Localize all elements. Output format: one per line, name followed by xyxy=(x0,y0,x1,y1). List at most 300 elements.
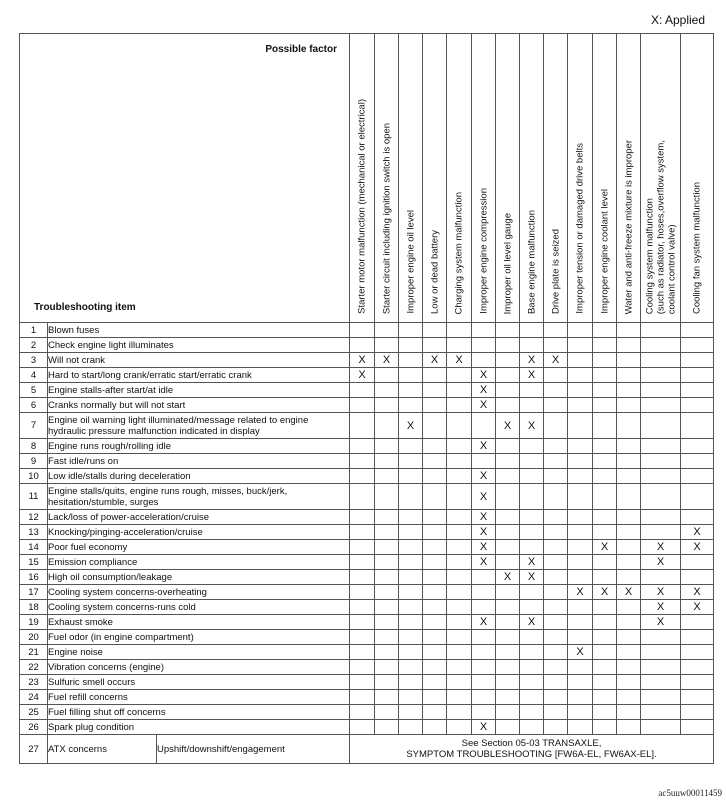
factor-label xyxy=(454,192,465,315)
applied-cell xyxy=(472,585,496,600)
applied-cell xyxy=(544,353,568,368)
row-number: 13 xyxy=(20,525,48,540)
troubleshooting-item xyxy=(48,469,350,484)
applied-cell xyxy=(350,454,375,469)
applied-cell xyxy=(568,413,593,439)
applied-cell xyxy=(496,540,520,555)
applied-mark: X xyxy=(693,526,701,538)
applied-cell xyxy=(399,585,423,600)
applied-cell xyxy=(447,555,472,570)
applied-cell xyxy=(520,439,544,454)
item-text-line: Lack/loss of power-acceleration/cruise xyxy=(48,511,210,523)
applied-cell xyxy=(472,600,496,615)
row-number: 9 xyxy=(20,454,48,469)
table-row xyxy=(20,645,714,660)
applied-cell xyxy=(617,398,641,413)
table-row xyxy=(20,368,714,383)
applied-cell xyxy=(472,675,496,690)
applied-cell xyxy=(641,705,681,720)
troubleshooting-item xyxy=(48,454,350,469)
applied-cell xyxy=(568,570,593,585)
row-number: 1 xyxy=(20,323,48,338)
item-text-line: Emission compliance xyxy=(48,556,138,568)
applied-cell xyxy=(375,660,399,675)
item-text-line: Cooling system concerns-overheating xyxy=(48,586,207,598)
table-row xyxy=(20,383,714,398)
applied-cell xyxy=(520,338,544,353)
applied-mark: X xyxy=(430,354,439,366)
table-row xyxy=(20,675,714,690)
applied-cell xyxy=(496,383,520,398)
applied-cell xyxy=(681,323,714,338)
factor-label-line: (such as radiator, hoses,overflow system, xyxy=(655,139,667,314)
troubleshooting-item xyxy=(48,570,350,585)
applied-cell xyxy=(641,353,681,368)
table-row xyxy=(20,510,714,525)
applied-cell xyxy=(593,585,617,600)
item-text-line: Engine stalls-after start/at idle xyxy=(48,384,174,396)
applied-cell xyxy=(681,570,714,585)
applied-cell xyxy=(472,454,496,469)
applied-cell xyxy=(593,383,617,398)
applied-cell xyxy=(375,353,399,368)
applied-cell xyxy=(568,600,593,615)
applied-cell xyxy=(544,645,568,660)
reference-line: See Section 05-03 TRANSAXLE, xyxy=(461,738,602,749)
applied-mark: X xyxy=(479,399,488,411)
applied-cell xyxy=(472,510,496,525)
applied-cell xyxy=(681,540,714,555)
applied-mark: X xyxy=(693,601,701,613)
applied-cell xyxy=(681,484,714,510)
applied-cell xyxy=(593,570,617,585)
applied-cell xyxy=(399,690,423,705)
applied-cell xyxy=(544,570,568,585)
factor-label-line: Base engine malfunction xyxy=(526,209,538,314)
row-number: 8 xyxy=(20,439,48,454)
applied-mark: X xyxy=(624,586,633,598)
applied-cell xyxy=(617,383,641,398)
applied-cell xyxy=(447,454,472,469)
applied-cell xyxy=(350,675,375,690)
applied-cell xyxy=(568,353,593,368)
applied-cell xyxy=(681,600,714,615)
applied-cell xyxy=(496,398,520,413)
applied-cell xyxy=(544,630,568,645)
applied-cell xyxy=(520,660,544,675)
applied-cell xyxy=(617,323,641,338)
applied-cell xyxy=(617,585,641,600)
applied-mark: X xyxy=(600,541,609,553)
applied-cell xyxy=(544,675,568,690)
row-number: 12 xyxy=(20,510,48,525)
applied-cell xyxy=(350,615,375,630)
header-corner xyxy=(20,34,350,323)
applied-cell xyxy=(447,585,472,600)
applied-cell xyxy=(423,368,447,383)
table-row xyxy=(20,413,714,439)
applied-cell xyxy=(447,413,472,439)
applied-cell xyxy=(472,525,496,540)
row-number: 7 xyxy=(20,413,48,439)
applied-cell xyxy=(593,338,617,353)
applied-cell xyxy=(520,540,544,555)
item-text-line: Sulfuric smell occurs xyxy=(48,676,136,688)
applied-cell xyxy=(681,630,714,645)
applied-cell xyxy=(544,585,568,600)
applied-cell xyxy=(399,600,423,615)
applied-mark: X xyxy=(479,490,488,503)
factor-header xyxy=(375,34,399,323)
applied-cell xyxy=(568,469,593,484)
applied-cell xyxy=(447,600,472,615)
table-row xyxy=(20,600,714,615)
item-text-line: High oil consumption/leakage xyxy=(48,571,173,583)
applied-cell xyxy=(350,439,375,454)
applied-cell xyxy=(520,525,544,540)
item-text-line: Engine runs rough/rolling idle xyxy=(48,440,172,452)
applied-cell xyxy=(520,323,544,338)
applied-cell xyxy=(641,540,681,555)
applied-cell xyxy=(593,660,617,675)
applied-cell xyxy=(593,555,617,570)
applied-cell xyxy=(520,510,544,525)
applied-cell xyxy=(447,484,472,510)
applied-cell xyxy=(447,615,472,630)
applied-cell xyxy=(472,570,496,585)
applied-cell xyxy=(593,675,617,690)
applied-cell xyxy=(681,705,714,720)
table-row xyxy=(20,454,714,469)
row-number: 18 xyxy=(20,600,48,615)
applied-cell xyxy=(681,510,714,525)
applied-cell xyxy=(399,705,423,720)
applied-mark: X xyxy=(479,440,488,452)
factor-label-line: Improper engine coolant level xyxy=(599,189,611,314)
applied-cell xyxy=(447,570,472,585)
applied-cell xyxy=(350,525,375,540)
troubleshooting-item xyxy=(48,525,350,540)
applied-cell xyxy=(568,368,593,383)
applied-cell xyxy=(496,720,520,735)
applied-cell xyxy=(350,570,375,585)
applied-cell xyxy=(375,469,399,484)
applied-cell xyxy=(496,323,520,338)
applied-cell xyxy=(520,585,544,600)
troubleshooting-item xyxy=(48,630,350,645)
troubleshooting-item xyxy=(48,338,350,353)
applied-cell xyxy=(520,413,544,439)
applied-cell xyxy=(641,570,681,585)
applied-cell xyxy=(520,469,544,484)
applied-cell xyxy=(496,660,520,675)
applied-cell xyxy=(447,720,472,735)
applied-mark: X xyxy=(527,556,536,568)
applied-cell xyxy=(568,660,593,675)
factor-label-line: Improper engine compression xyxy=(478,188,490,314)
applied-cell xyxy=(472,690,496,705)
item-text-line: Exhaust smoke xyxy=(48,616,113,628)
applied-cell xyxy=(399,383,423,398)
applied-cell xyxy=(641,720,681,735)
troubleshooting-item xyxy=(48,484,350,510)
applied-cell xyxy=(399,469,423,484)
table-row xyxy=(20,469,714,484)
item-text-line: Knocking/pinging-acceleration/cruise xyxy=(48,526,203,538)
factor-label xyxy=(357,99,368,314)
applied-cell xyxy=(496,555,520,570)
troubleshooting-item xyxy=(48,720,350,735)
factor-label xyxy=(502,213,513,314)
applied-mark: X xyxy=(479,556,488,568)
factor-label xyxy=(405,210,416,314)
factor-label-line: Cooling system malfunction xyxy=(644,197,656,314)
document-code: ac5uuw00011459 xyxy=(658,788,722,798)
applied-cell xyxy=(350,645,375,660)
applied-cell xyxy=(375,540,399,555)
applied-cell xyxy=(544,555,568,570)
applied-cell xyxy=(350,690,375,705)
factor-label-line: Starter motor malfunction (mechanical or electrical) xyxy=(356,99,368,314)
applied-mark: X xyxy=(656,616,665,628)
applied-cell xyxy=(447,660,472,675)
applied-cell xyxy=(447,383,472,398)
applied-cell xyxy=(399,353,423,368)
applied-cell xyxy=(350,469,375,484)
factor-label-line: Cooling fan system malfunction xyxy=(691,181,703,314)
applied-mark: X xyxy=(358,354,366,366)
table-row xyxy=(20,615,714,630)
factor-label xyxy=(644,140,677,314)
applied-cell xyxy=(544,398,568,413)
applied-cell xyxy=(447,323,472,338)
applied-cell xyxy=(375,585,399,600)
applied-cell xyxy=(423,720,447,735)
applied-cell xyxy=(617,525,641,540)
applied-cell xyxy=(617,600,641,615)
applied-mark: X xyxy=(600,586,609,598)
item-text-line: Poor fuel economy xyxy=(48,541,128,553)
applied-cell xyxy=(641,525,681,540)
applied-mark: X xyxy=(479,541,488,553)
factor-label-line: Drive plate is seized xyxy=(550,228,562,314)
applied-cell xyxy=(681,383,714,398)
factor-label-line: Improper tension or damaged drive belts xyxy=(574,143,586,314)
applied-cell xyxy=(496,675,520,690)
applied-cell xyxy=(472,720,496,735)
applied-cell xyxy=(375,383,399,398)
row-number: 11 xyxy=(20,484,48,510)
applied-mark: X xyxy=(479,470,488,482)
factor-label-line: Low or dead battery xyxy=(429,230,441,314)
table-row xyxy=(20,660,714,675)
applied-cell xyxy=(568,338,593,353)
applied-cell xyxy=(423,555,447,570)
applied-cell xyxy=(375,484,399,510)
applied-cell xyxy=(544,383,568,398)
applied-cell xyxy=(472,353,496,368)
applied-cell xyxy=(399,454,423,469)
applied-cell xyxy=(641,600,681,615)
applied-cell xyxy=(617,439,641,454)
factor-header xyxy=(472,34,496,323)
factor-label xyxy=(550,229,561,314)
applied-cell xyxy=(568,645,593,660)
table-row xyxy=(20,338,714,353)
applied-cell xyxy=(544,660,568,675)
applied-cell xyxy=(447,645,472,660)
applied-cell xyxy=(472,368,496,383)
troubleshooting-item xyxy=(48,585,350,600)
applied-mark: X xyxy=(479,721,488,733)
troubleshooting-item xyxy=(48,690,350,705)
applied-cell xyxy=(472,630,496,645)
applied-mark: X xyxy=(656,556,665,568)
applied-cell xyxy=(681,525,714,540)
applied-cell xyxy=(520,720,544,735)
applied-cell xyxy=(423,615,447,630)
row-number: 24 xyxy=(20,690,48,705)
applied-cell xyxy=(350,323,375,338)
table-row xyxy=(20,484,714,510)
table-row xyxy=(20,398,714,413)
applied-cell xyxy=(399,630,423,645)
applied-cell xyxy=(568,323,593,338)
applied-cell xyxy=(617,630,641,645)
applied-cell xyxy=(496,690,520,705)
applied-cell xyxy=(544,525,568,540)
applied-cell xyxy=(568,615,593,630)
applied-cell xyxy=(472,645,496,660)
applied-cell xyxy=(641,398,681,413)
applied-mark: X xyxy=(382,354,391,366)
applied-cell xyxy=(447,690,472,705)
applied-cell xyxy=(681,398,714,413)
applied-cell xyxy=(617,353,641,368)
applied-cell xyxy=(520,398,544,413)
applied-cell xyxy=(681,454,714,469)
factor-header xyxy=(423,34,447,323)
applied-cell xyxy=(593,630,617,645)
troubleshooting-item xyxy=(48,413,350,439)
applied-cell xyxy=(593,690,617,705)
row-number: 23 xyxy=(20,675,48,690)
factor-header xyxy=(617,34,641,323)
applied-cell xyxy=(544,690,568,705)
applied-cell xyxy=(447,469,472,484)
applied-cell xyxy=(447,439,472,454)
item-text-line: Low idle/stalls during deceleration xyxy=(48,470,191,482)
applied-cell xyxy=(544,323,568,338)
applied-cell xyxy=(375,630,399,645)
table-row xyxy=(20,540,714,555)
applied-cell xyxy=(617,720,641,735)
applied-mark: X xyxy=(479,369,488,381)
factor-label-line: Improper oil level gauge xyxy=(502,212,514,314)
applied-mark: X xyxy=(358,369,366,381)
applied-cell xyxy=(423,353,447,368)
applied-cell xyxy=(593,398,617,413)
applied-cell xyxy=(496,600,520,615)
applied-cell xyxy=(375,368,399,383)
applied-cell xyxy=(399,675,423,690)
applied-cell xyxy=(520,600,544,615)
applied-cell xyxy=(350,368,375,383)
applied-mark: X xyxy=(527,419,536,432)
item-text-line: Cooling system concerns-runs cold xyxy=(48,601,196,613)
applied-cell xyxy=(568,555,593,570)
item-text-line: Fuel odor (in engine compartment) xyxy=(48,631,194,643)
factor-header xyxy=(496,34,520,323)
row-number: 14 xyxy=(20,540,48,555)
applied-mark: X xyxy=(406,419,415,432)
applied-cell xyxy=(447,368,472,383)
applied-cell xyxy=(447,705,472,720)
row-number: 19 xyxy=(20,615,48,630)
applied-cell xyxy=(617,413,641,439)
applied-cell xyxy=(423,484,447,510)
table-row xyxy=(20,570,714,585)
applied-cell xyxy=(641,510,681,525)
applied-cell xyxy=(568,720,593,735)
applied-cell xyxy=(496,645,520,660)
matrix-body xyxy=(20,323,714,764)
applied-cell xyxy=(423,510,447,525)
troubleshooting-item xyxy=(48,615,350,630)
troubleshooting-item xyxy=(48,323,350,338)
applied-cell xyxy=(423,323,447,338)
see-section-reference xyxy=(350,735,714,764)
row-number: 20 xyxy=(20,630,48,645)
applied-cell xyxy=(544,510,568,525)
applied-cell xyxy=(496,630,520,645)
applied-cell xyxy=(520,555,544,570)
applied-cell xyxy=(423,540,447,555)
applied-cell xyxy=(568,705,593,720)
applied-cell xyxy=(681,720,714,735)
applied-cell xyxy=(568,484,593,510)
applied-cell xyxy=(496,353,520,368)
factor-header xyxy=(350,34,375,323)
applied-cell xyxy=(568,690,593,705)
applied-cell xyxy=(593,645,617,660)
applied-cell xyxy=(496,510,520,525)
possible-factor-label: Possible factor xyxy=(265,44,338,55)
applied-cell xyxy=(593,720,617,735)
applied-cell xyxy=(617,660,641,675)
applied-cell xyxy=(520,705,544,720)
applied-cell xyxy=(544,368,568,383)
applied-cell xyxy=(593,454,617,469)
factor-label-line: Charging system malfunction xyxy=(453,191,465,314)
troubleshooting-item xyxy=(48,600,350,615)
applied-mark: X xyxy=(656,601,665,613)
applied-cell xyxy=(568,454,593,469)
applied-cell xyxy=(496,338,520,353)
applied-cell xyxy=(399,660,423,675)
row-number: 22 xyxy=(20,660,48,675)
applied-mark: X xyxy=(693,586,701,598)
applied-cell xyxy=(593,353,617,368)
applied-cell xyxy=(496,454,520,469)
applied-cell xyxy=(447,525,472,540)
factor-header xyxy=(593,34,617,323)
troubleshooting-item xyxy=(48,660,350,675)
applied-cell xyxy=(593,469,617,484)
applied-cell xyxy=(617,555,641,570)
applied-cell xyxy=(472,555,496,570)
table-row xyxy=(20,690,714,705)
